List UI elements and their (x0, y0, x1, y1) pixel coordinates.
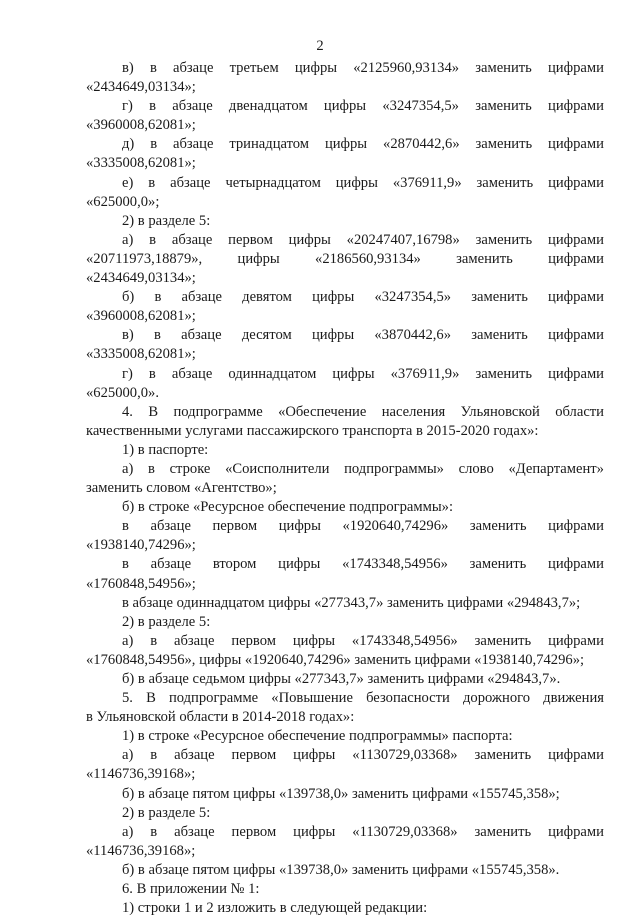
text-line (86, 174, 604, 193)
word: первом (212, 518, 258, 535)
word: абзаце (150, 518, 191, 535)
word: слово (458, 460, 494, 477)
text-line (86, 632, 604, 651)
word: абзаце (174, 823, 215, 840)
text-line (86, 823, 604, 842)
text-line: 2) в разделе 5: (122, 212, 211, 229)
word: г) (122, 98, 133, 115)
word: б) (122, 289, 135, 306)
word: в (150, 632, 158, 649)
text-line: 2) в разделе 5: (122, 613, 211, 630)
word: подпрограмме (173, 403, 263, 420)
text-line: качественными услугами пассажирского транспорта в 2015-2020 годах»: (86, 422, 539, 439)
word: в (154, 327, 161, 344)
word: в (149, 60, 157, 76)
text-line (86, 746, 604, 765)
word: цифрами (548, 747, 604, 764)
text-line: 1) в строке «Ресурсное обеспечение подпрограммы» паспорта: (122, 728, 513, 745)
word: абзаце (150, 556, 192, 573)
word: а) (122, 231, 134, 248)
word: «Повышение (271, 690, 353, 707)
text-line (86, 97, 604, 116)
text-line (86, 460, 604, 479)
word: абзаце (170, 174, 211, 191)
word: цифры (335, 174, 378, 191)
word: г) (122, 365, 133, 382)
text-line: «1146736,39168»; (86, 766, 196, 783)
word: в (150, 747, 158, 764)
word: заменить (475, 98, 532, 115)
word: цифрами (548, 250, 604, 267)
word: в (150, 136, 158, 153)
word: цифрами (548, 327, 604, 344)
text-line: «1146736,39168»; (86, 842, 196, 859)
word: населения (381, 403, 446, 420)
word: цифры (323, 98, 367, 115)
word: цифрами (548, 231, 604, 248)
document-body (86, 59, 604, 918)
word: движения (543, 690, 604, 707)
word: десятом (241, 327, 292, 344)
word: абзаце (172, 98, 213, 115)
word: абзаце (172, 136, 214, 153)
text-line: «625000,0». (86, 384, 159, 401)
word: а) (122, 823, 134, 840)
word: «1743348,54956» (342, 556, 448, 573)
word: заменить (475, 365, 533, 382)
word: заменить (475, 136, 533, 153)
word: заменить (474, 747, 532, 764)
word: цифрами (548, 518, 604, 535)
word: а) (122, 747, 134, 764)
word: цифрами (548, 60, 604, 76)
text-line: «625000,0»; (86, 193, 160, 210)
word: заменить (469, 518, 527, 535)
text-line (86, 517, 604, 536)
text-line: в Ульяновской области в 2014-2018 годах»: (86, 709, 355, 726)
text-line (86, 231, 604, 250)
word: четырнадцатом (225, 174, 321, 191)
word: 4. (122, 403, 133, 420)
word: заменить (471, 289, 528, 306)
text-line (86, 365, 604, 384)
word: заменить (475, 60, 532, 76)
text-line: 1) строки 1 и 2 изложить в следующей редакции: (122, 900, 428, 917)
word: абзаце (181, 289, 222, 306)
text-line: в абзаце одиннадцатом цифры «277343,7» заменить цифрами «294843,7»; (122, 594, 581, 611)
word: «2870442,6» (383, 136, 460, 153)
word: «Соисполнители (225, 460, 330, 477)
word: «1743348,54956» (351, 632, 458, 649)
word: абзаце (174, 747, 215, 764)
word: цифрами (548, 632, 604, 649)
word: «1130729,03368» (352, 823, 458, 840)
word: в (122, 556, 129, 573)
word: в (149, 98, 156, 115)
word: «376911,9» (392, 174, 462, 191)
word: а) (122, 460, 134, 477)
text-line (86, 250, 604, 269)
word: заменить (476, 174, 534, 191)
word: «Департамент» (508, 460, 604, 477)
text-line (86, 326, 604, 345)
word: девятом (242, 289, 292, 306)
text-line: «1938140,74296»; (86, 537, 196, 554)
word: цифры (294, 60, 338, 76)
text-line (86, 135, 604, 154)
word: цифрами (548, 98, 604, 115)
word: цифры (237, 250, 280, 267)
text-line: б) в строке «Ресурсное обеспечение подпрограммы»: (122, 499, 454, 516)
word: а) (122, 632, 134, 649)
word: «3247354,5» (382, 98, 459, 115)
word: области (555, 403, 604, 420)
word: «20247407,16798» (346, 231, 460, 248)
word: цифры (292, 632, 336, 649)
word: в (150, 823, 158, 840)
word: заменить (469, 556, 527, 573)
text-line: б) в абзаце седьмом цифры «277343,7» заменить цифрами «294843,7». (122, 671, 561, 687)
word: цифрами (548, 823, 604, 840)
text-line: «2434649,03134»; (86, 270, 196, 287)
word: цифры (332, 365, 375, 382)
text-line: б) в абзаце пятом цифры «139738,0» заменить цифрами «155745,358». (122, 861, 560, 878)
word: третьем (229, 60, 279, 76)
text-line (86, 288, 604, 307)
page-number: 2 (316, 38, 324, 54)
word: заменить (474, 632, 532, 649)
word: «3870442,6» (374, 327, 451, 344)
word: абзаце (181, 327, 222, 344)
word: в) (122, 60, 134, 76)
word: е) (122, 174, 134, 191)
word: «2186560,93134» (315, 250, 421, 267)
word: цифрами (548, 174, 604, 191)
word: абзаце (171, 365, 213, 382)
word: в (148, 365, 156, 382)
word: цифрами (548, 136, 604, 153)
word: д) (122, 136, 135, 153)
word: тринадцатом (229, 136, 310, 153)
word: заменить (475, 231, 533, 248)
word: в (148, 174, 156, 191)
word: «376911,9» (390, 365, 460, 382)
word: цифры (324, 136, 368, 153)
word: цифры (288, 231, 331, 248)
word: подпрограммы» (344, 460, 444, 477)
text-line: «3960008,62081»; (86, 117, 196, 134)
word: абзаце (174, 632, 215, 649)
word: в (122, 518, 129, 535)
word: первом (231, 747, 277, 764)
word: в) (122, 327, 134, 344)
word: В (146, 690, 156, 707)
word: первом (231, 823, 277, 840)
text-line: 1) в паспорте: (122, 441, 209, 458)
text-line (86, 689, 604, 708)
word: дорожного (462, 690, 531, 707)
word: первом (228, 231, 273, 248)
word: «1920640,74296» (342, 518, 449, 535)
text-line: «3335008,62081»; (86, 155, 196, 172)
word: цифры (293, 823, 336, 840)
word: «3247354,5» (374, 289, 452, 306)
word: заменить (474, 823, 532, 840)
word: «20711973,18879», (86, 250, 203, 267)
word: цифрами (548, 556, 604, 573)
word: цифрами (548, 289, 604, 306)
word: абзаце (171, 231, 213, 248)
word: заменить (456, 250, 513, 267)
word: первом (231, 632, 276, 649)
word: в (148, 460, 155, 477)
text-line: заменить словом «Агентство»; (86, 480, 277, 497)
word: цифры (278, 556, 321, 573)
word: «2125960,93134» (353, 60, 460, 76)
word: подпрограмме (168, 690, 259, 707)
word: цифры (312, 289, 355, 306)
text-line (86, 403, 604, 422)
word: заменить (471, 327, 528, 344)
word: абзаце (173, 60, 214, 76)
word: цифры (278, 518, 321, 535)
text-line: «2434649,03134»; (86, 79, 196, 96)
word: в (149, 231, 157, 248)
word: двенадцатом (228, 98, 308, 115)
text-line: 6. В приложении № 1: (122, 881, 260, 898)
word: безопасности (366, 690, 450, 707)
text-line (86, 59, 604, 78)
text-line: «3335008,62081»; (86, 346, 196, 363)
word: «1130729,03368» (352, 747, 458, 764)
word: 5. (122, 690, 133, 707)
text-line: б) в абзаце пятом цифры «139738,0» заменить цифрами «155745,358»; (122, 785, 560, 802)
text-line: 2) в разделе 5: (122, 804, 211, 821)
text-line: «1760848,54956»; (86, 575, 196, 592)
word: втором (212, 556, 257, 573)
text-line: «1760848,54956», цифры «1920640,74296» заменить цифрами «1938140,74296»; (86, 651, 585, 668)
word: «Обеспечение (278, 403, 367, 420)
word: цифры (293, 747, 336, 764)
word: В (148, 403, 159, 420)
word: Ульяновской (460, 403, 540, 420)
word: в (154, 289, 162, 306)
word: строке (169, 460, 211, 477)
word: цифрами (548, 365, 604, 382)
text-line: «3960008,62081»; (86, 308, 196, 325)
word: одиннадцатом (228, 365, 317, 382)
text-line (86, 555, 604, 574)
word: цифры (311, 327, 355, 344)
